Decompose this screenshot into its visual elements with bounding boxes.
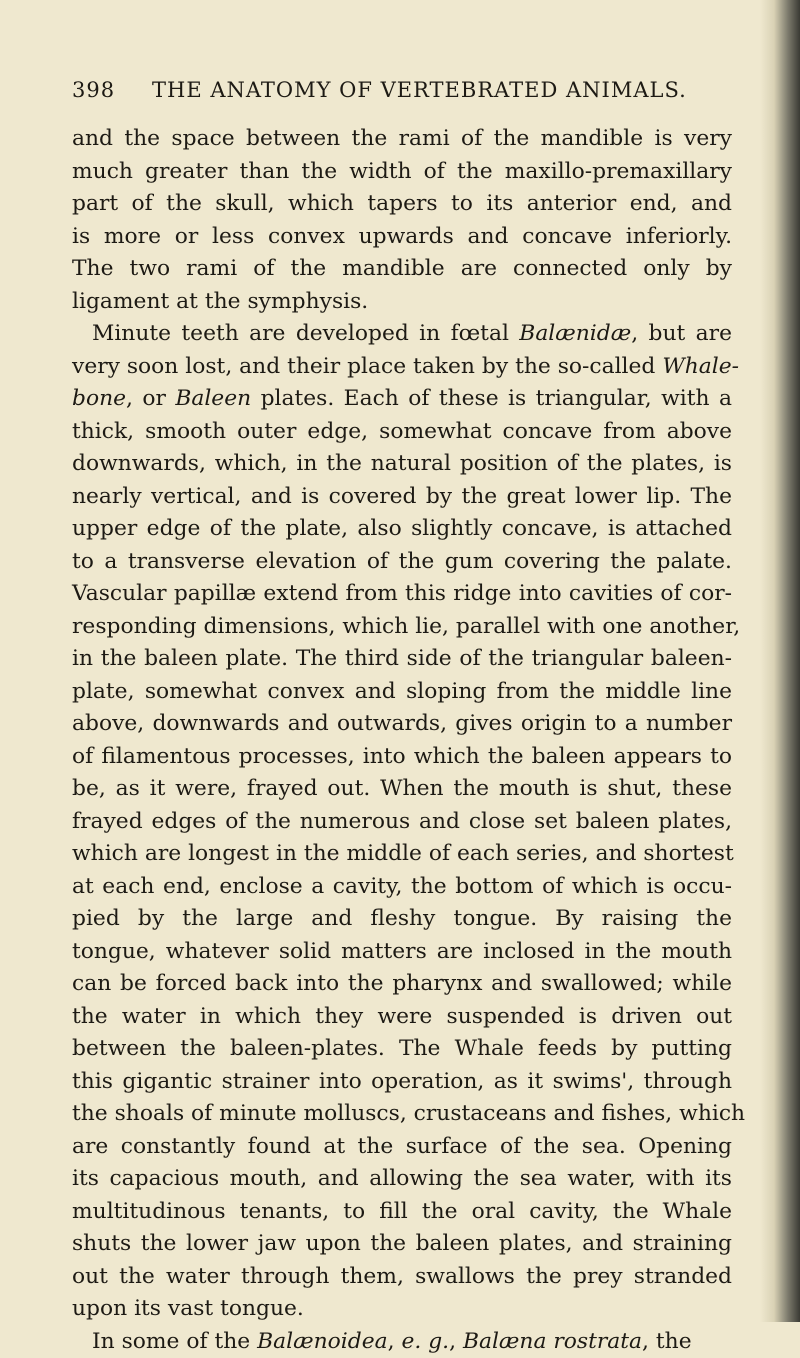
text-line: tongue, whatever solid matters are inclosed in the mouth bbox=[72, 936, 732, 969]
text-line: upon its vast tongue. bbox=[72, 1293, 732, 1326]
italic-term: Balæna rostrata bbox=[463, 1329, 642, 1354]
text-line: at each end, enclose a cavity, the bottom of which is occu- bbox=[72, 871, 732, 904]
page-number: 398 bbox=[72, 78, 115, 102]
text-line: above, downwards and outwards, gives origin to a number bbox=[72, 708, 732, 741]
text-line: frayed edges of the numerous and close set baleen plates, bbox=[72, 806, 732, 839]
text-line: is more or less convex upwards and concave inferiorly. bbox=[72, 221, 732, 254]
text-line: Minute teeth are developed in fœtal Balænidæ, but are bbox=[72, 318, 732, 351]
text-line: the water in which they were suspended is driven out bbox=[72, 1001, 732, 1034]
text-line: downwards, which, in the natural position of the plates, is bbox=[72, 448, 732, 481]
text-line: between the baleen-plates. The Whale feeds by putting bbox=[72, 1033, 732, 1066]
running-head: THE ANATOMY OF VERTEBRATED ANIMALS. bbox=[152, 78, 687, 102]
text-line: the shoals of minute molluscs, crustaceans and fishes, which bbox=[72, 1098, 732, 1131]
text-line: this gigantic strainer into operation, as it swims', through bbox=[72, 1066, 732, 1099]
text-line: which are longest in the middle of each series, and shortest bbox=[72, 838, 732, 871]
text-line: bone, or Baleen plates. Each of these is triangular, with a bbox=[72, 383, 732, 416]
text-line: thick, smooth outer edge, somewhat concave from above bbox=[72, 416, 732, 449]
text-line: much greater than the width of the maxillo-premaxillary bbox=[72, 156, 732, 189]
text-line: nearly vertical, and is covered by the great lower lip. The bbox=[72, 481, 732, 514]
text-line: pied by the large and fleshy tongue. By raising the bbox=[72, 903, 732, 936]
text-line: can be forced back into the pharynx and swallowed; while bbox=[72, 968, 732, 1001]
text-line: very soon lost, and their place taken by the so-called Whale- bbox=[72, 351, 732, 384]
text-line: ligament at the symphysis. bbox=[72, 286, 732, 319]
text-line: part of the skull, which tapers to its anterior end, and bbox=[72, 188, 732, 221]
italic-term: e. g. bbox=[401, 1329, 449, 1354]
text-line: multitudinous tenants, to fill the oral cavity, the Whale bbox=[72, 1196, 732, 1229]
page-edge-shadow bbox=[760, 0, 800, 1322]
italic-term: Baleen bbox=[175, 386, 251, 411]
body-text bbox=[72, 123, 732, 1358]
text-line: its capacious mouth, and allowing the sea water, with its bbox=[72, 1163, 732, 1196]
text-line: upper edge of the plate, also slightly concave, is attached bbox=[72, 513, 732, 546]
text-line: shuts the lower jaw upon the baleen plates, and straining bbox=[72, 1228, 732, 1261]
text-line: of filamentous processes, into which the baleen appears to bbox=[72, 741, 732, 774]
text-line: and the space between the rami of the mandible is very bbox=[72, 123, 732, 156]
text-line: out the water through them, swallows the prey stranded bbox=[72, 1261, 732, 1294]
text-line: to a transverse elevation of the gum covering the palate. bbox=[72, 546, 732, 579]
text-line: Vascular papillæ extend from this ridge into cavities of cor- bbox=[72, 578, 732, 611]
text-line: The two rami of the mandible are connected only by bbox=[72, 253, 732, 286]
text-line: are constantly found at the surface of the sea. Opening bbox=[72, 1131, 732, 1164]
text-line: responding dimensions, which lie, parallel with one another, bbox=[72, 611, 732, 644]
italic-term: Balænidæ bbox=[519, 321, 631, 346]
italic-term: Whale- bbox=[662, 354, 739, 379]
text-line: in the baleen plate. The third side of the triangular baleen- bbox=[72, 643, 732, 676]
text-line: In some of the Balænoidea, e. g., Balæna rostrata, the bbox=[72, 1326, 732, 1358]
text-line: be, as it were, frayed out. When the mouth is shut, these bbox=[72, 773, 732, 806]
italic-term: Balænoidea bbox=[257, 1329, 387, 1354]
italic-term: bone bbox=[72, 386, 126, 411]
text-line: plate, somewhat convex and sloping from the middle line bbox=[72, 676, 732, 709]
page-header bbox=[72, 78, 712, 112]
